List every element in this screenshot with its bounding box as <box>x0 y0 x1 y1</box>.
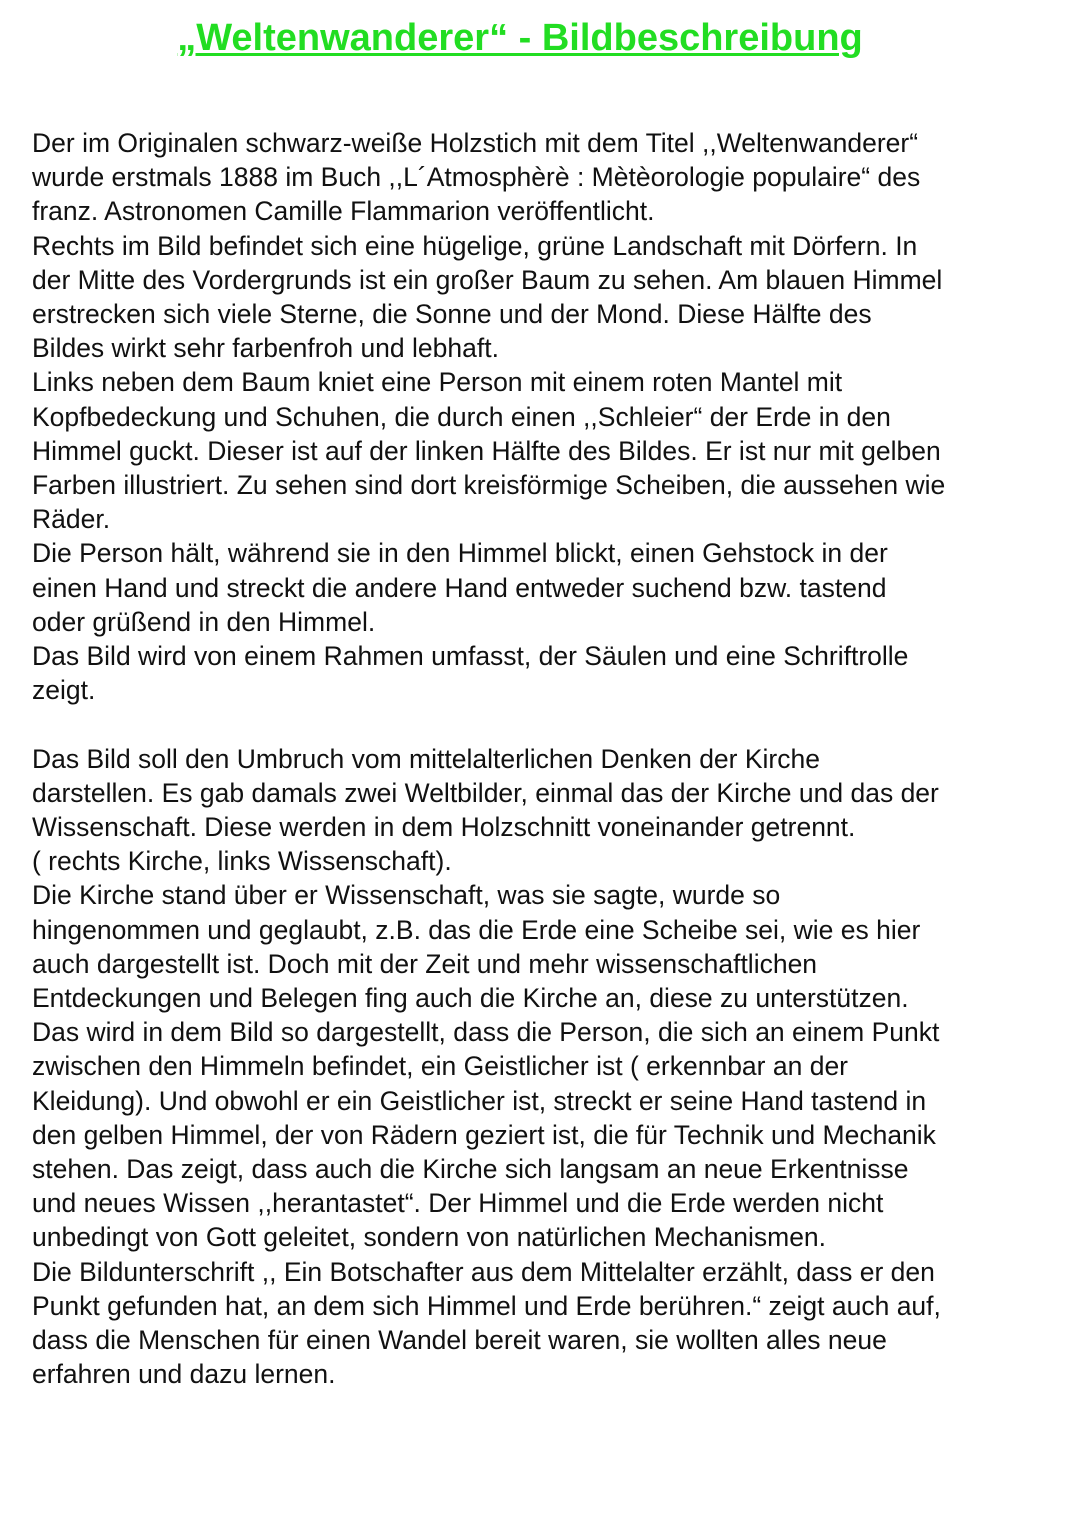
text-line: und neues Wissen ,,herantastet“. Der Himmel und die Erde werden nicht <box>32 1188 884 1219</box>
text-line: auch dargestellt ist. Doch mit der Zeit und mehr wissenschaftlichen <box>32 948 818 979</box>
text-line: dass die Menschen für einen Wandel bereit waren, sie wollten alles neue <box>32 1325 887 1356</box>
text-line: ( rechts Kirche, links Wissenschaft). <box>32 846 452 877</box>
text-line: einen Hand und streckt die andere Hand entweder suchend bzw. tastend <box>32 572 887 603</box>
text-line: Punkt gefunden hat, an dem sich Himmel und Erde berühren.“ zeigt auch auf, <box>32 1290 941 1321</box>
text-line: darstellen. Es gab damals zwei Weltbilder, einmal das der Kirche und das der <box>32 777 939 808</box>
page-title: „Weltenwanderer“ - Bildbeschreibung <box>177 17 863 59</box>
text-line: Bildes wirkt sehr farbenfroh und lebhaft. <box>32 333 499 364</box>
text-line: wurde erstmals 1888 im Buch ,,L´Atmosphèrè : Mètèorologie populaire“ des <box>32 162 921 193</box>
text-line: Farben illustriert. Zu sehen sind dort kreisförmige Scheiben, die aussehen wie <box>32 470 946 501</box>
text-line: Kopfbedeckung und Schuhen, die durch einen ,,Schleier“ der Erde in den <box>32 401 891 432</box>
text-line: Links neben dem Baum kniet eine Person mit einem roten Mantel mit <box>32 367 843 398</box>
text-line: Entdeckungen und Belegen fing auch die Kirche an, diese zu unterstützen. <box>32 983 909 1014</box>
text-line: Wissenschaft. Diese werden in dem Holzschnitt voneinander getrennt. <box>32 812 856 843</box>
text-line: Räder. <box>32 504 111 535</box>
text-line: zwischen den Himmeln befindet, ein Geistlicher ist ( erkennbar an der <box>32 1051 849 1082</box>
paragraph-interpretation <box>32 742 1062 1392</box>
text-line: Die Bildunterschrift ,, Ein Botschafter aus dem Mittelalter erzählt, dass er den <box>32 1256 935 1287</box>
text-line: Himmel guckt. Dieser ist auf der linken Hälfte des Bildes. Er ist nur mit gelben <box>32 435 941 466</box>
text-line: erfahren und dazu lernen. <box>32 1359 336 1390</box>
text-line: den gelben Himmel, der von Rädern geziert ist, die für Technik und Mechanik <box>32 1119 936 1150</box>
text-line: der Mitte des Vordergrunds ist ein großer Baum zu sehen. Am blauen Himmel <box>32 264 943 295</box>
text-line: unbedingt von Gott geleitet, sondern von natürlichen Mechanismen. <box>32 1222 827 1253</box>
text-line: Rechts im Bild befindet sich eine hügelige, grüne Landschaft mit Dörfern. In <box>32 230 918 261</box>
text-line: Der im Originalen schwarz-weiße Holzstich mit dem Titel ,,Weltenwanderer“ <box>32 128 919 158</box>
text-line: Die Kirche stand über er Wissenschaft, was sie sagte, wurde so <box>32 880 781 911</box>
document-body <box>32 126 1062 1392</box>
text-line: erstrecken sich viele Sterne, die Sonne und der Mond. Diese Hälfte des <box>32 299 872 330</box>
text-line: stehen. Das zeigt, dass auch die Kirche sich langsam an neue Erkentnisse <box>32 1154 909 1185</box>
text-line: Das Bild wird von einem Rahmen umfasst, der Säulen und eine Schriftrolle <box>32 641 909 672</box>
text-line: zeigt. <box>32 675 96 706</box>
text-line: franz. Astronomen Camille Flammarion veröffentlicht. <box>32 196 655 227</box>
text-line: oder grüßend in den Himmel. <box>32 606 376 637</box>
paragraph-description <box>32 126 1062 707</box>
text-line: Die Person hält, während sie in den Himmel blickt, einen Gehstock in der <box>32 538 888 569</box>
text-line: hingenommen und geglaubt, z.B. das die Erde eine Scheibe sei, wie es hier <box>32 914 921 945</box>
text-line: Das wird in dem Bild so dargestellt, dass die Person, die sich an einem Punkt <box>32 1017 940 1048</box>
text-line: Das Bild soll den Umbruch vom mittelalterlichen Denken der Kirche <box>32 743 820 774</box>
paragraph-spacer <box>32 707 1062 741</box>
text-line: Kleidung). Und obwohl er ein Geistlicher ist, streckt er seine Hand tastend in <box>32 1085 927 1116</box>
